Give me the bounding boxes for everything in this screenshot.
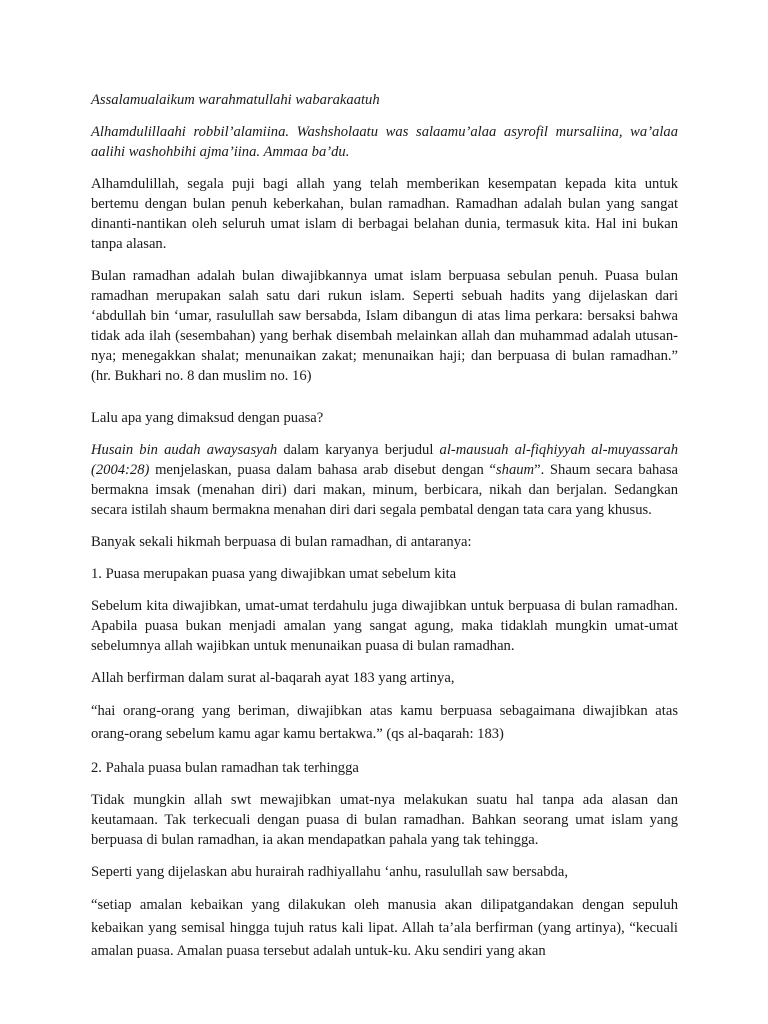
hadith-intro: Seperti yang dijelaskan abu hurairah radhiyallahu ‘anhu, rasulullah saw bersabda, [91,864,568,880]
greeting: Assalamualaikum warahmatullahi wabarakaatuh [91,92,380,108]
paragraph-intro: Alhamdulillah, segala puji bagi allah yang telah memberikan kesempatan kepada kita untuk bertemu dengan bulan penuh keberkahan, bulan ramadhan. Ramadhan adalah bulan yang sangat dinanti-nantikan oleh seluruh umat islam di berbagai belahan dunia, termasuk kita. Hal ini bukan tanpa alasan. [91,176,678,252]
firman-intro: Allah berfirman dalam surat al-baqarah ayat 183 yang artinya, [91,670,455,686]
opening-prayer: Alhamdulillaahi robbil’alamiina. Washsholaatu was salaamu’alaa asyrofil mursaliina, wa’alaa aalihi washohbihi ajma’iina. Ammaa ba’du. [91,124,678,160]
hadith-quote: “setiap amalan kebaikan yang dilakukan oleh manusia akan dilipatgandakan dengan sepuluh kebaikan yang semisal hingga tujuh ratus kali lipat. Allah ta’ala berfirman (yang artinya), “kecuali amalan puasa. Amalan puasa tersebut adalah untuk-ku. Aku sendiri yang akan [91,897,678,959]
question-heading: Lalu apa yang dimaksud dengan puasa? [91,410,324,426]
document-page [91,90,678,975]
firman-quote: “hai orang-orang yang beriman, diwajibkan atas kamu berpuasa sebagaimana diwajibkan atas orang-orang sebelum kamu agar kamu bertakwa.” (qs al-baqarah: 183) [91,703,678,742]
point-2-text: Tidak mungkin allah swt mewajibkan umat-nya melakukan suatu hal tanpa ada alasan dan keutamaan. Tak terkecuali dengan puasa di bulan ramadhan. Bahkan seorang umat islam yang berpuasa di bulan ramadhan, ia akan mendapatkan pahala yang tak tehingga. [91,792,678,848]
paragraph-definition: Husain bin audah awaysasyah dalam karyanya berjudul al-mausuah al-fiqhiyyah al-muyassarah (2004:28) menjelaskan, puasa dalam bahasa arab disebut dengan “shaum”. Shaum secara bahasa bermakna imsak (menahan diri) dari makan, minum, berbicara, nikah dan berjalan. Sedangkan secara istilah shaum bermakna menahan diri dari segala pembatal dengan tata cara yang khusus. [91,442,678,518]
term-shaum: shaum [495,462,535,478]
paragraph-bulan-ramadhan: Bulan ramadhan adalah bulan diwajibkannya umat islam berpuasa sebulan penuh. Puasa bulan ramadhan merupakan salah satu dari rukun islam. Seperti sebuah hadits yang dijelaskan dari ‘abdullah bin ‘umar, rasulullah saw bersabda, Islam dibangun di atas lima perkara: bersaksi bahwa tidak ada ilah (sesembahan) yang berhak disembah melainkan allah dan muhammad adalah utusan-nya; menegakkan shalat; menunaikan zakat; menunaikan haji; dan berpuasa di bulan ramadhan.” (hr. Bukhari no. 8 dan muslim no. 16) [91,268,678,384]
point-1-text: Sebelum kita diwajibkan, umat-umat terdahulu juga diwajibkan untuk berpuasa di bulan ramadhan. Apabila puasa bukan menjadi amalan yang sangat agung, maka tidaklah mungkin umat-umat sebelumnya allah wajibkan untuk menunaikan puasa di bulan ramadhan. [91,598,678,654]
book-title: al-mausuah al-fiqhiyyah al-muyassarah (2004:28) [91,442,678,478]
author-name: Husain bin audah awaysasyah [91,442,278,458]
point-1-title: 1. Puasa merupakan puasa yang diwajibkan umat sebelum kita [91,566,457,582]
hikmah-intro: Banyak sekali hikmah berpuasa di bulan ramadhan, di antaranya: [91,534,472,550]
point-2-title: 2. Pahala puasa bulan ramadhan tak terhingga [91,760,359,776]
